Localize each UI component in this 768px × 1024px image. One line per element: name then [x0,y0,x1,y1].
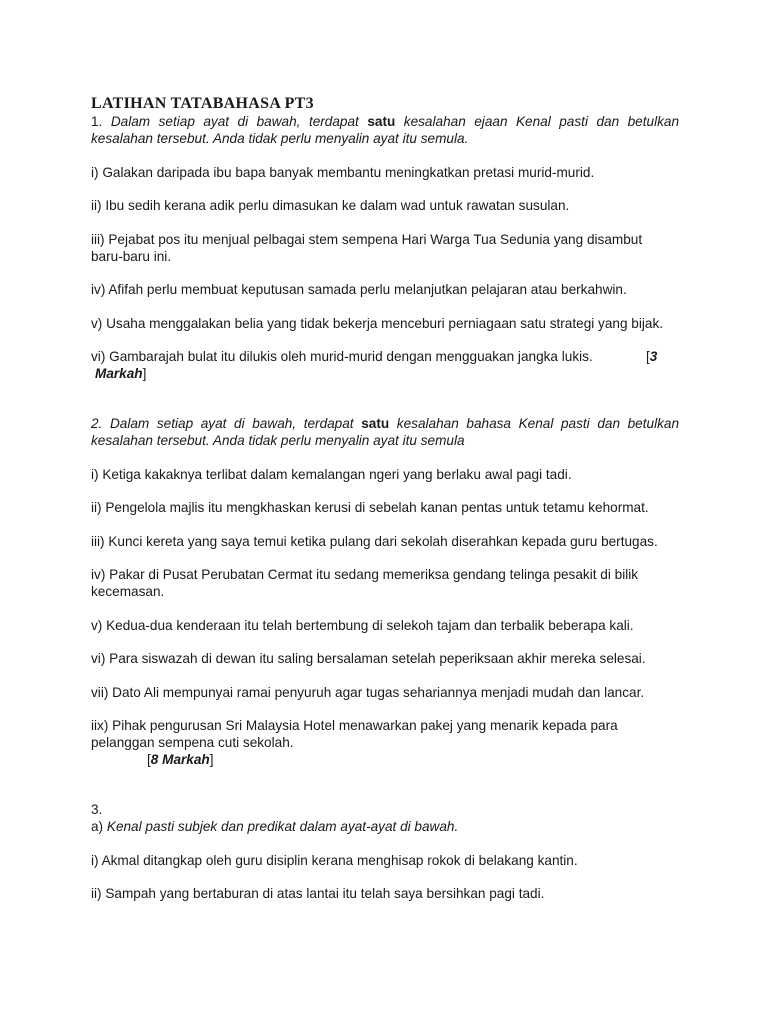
q2-item-8: iix) Pihak pengurusan Sri Malaysia Hotel menawarkan pakej yang menarik kepada para [91,718,618,733]
q2-instruction-line1 [91,415,679,432]
q2-item-6: vi) Para siswazah di dewan itu saling bersalaman setelah peperiksaan akhir mereka selesai. [91,651,646,666]
q2-item-1: i) Ketiga kakaknya terlibat dalam kemalangan ngeri yang berlaku awal pagi tadi. [91,467,572,482]
q3-part-a-text: Kenal pasti subjek dan predikat dalam ayat-ayat di bawah. [106,819,459,834]
q2-item-4: iv) Pakar di Pusat Perubatan Cermat itu sedang memeriksa gendang telinga pesakit di bilik [91,567,639,582]
q2-marks: [8 Markah] [147,752,214,767]
q1-item-3-cont: baru-baru ini. [91,249,172,264]
q1-marks-number: 3 [649,349,658,364]
q2-instruction-line2: kesalahan tersebut. Anda tidak perlu menyalin ayat itu semula [91,433,465,448]
q1-item-3: iii) Pejabat pos itu menjual pelbagai stem sempena Hari Warga Tua Sedunia yang disambut [91,232,643,247]
q3-part-a [91,818,679,835]
q1-marks-open: [3 [646,349,658,364]
q1-instruction-bold: satu [367,114,396,129]
q1-item-6: vi) Gambarajah bulat itu dilukis oleh murid-murid dengan mengguakan jangka lukis. [91,349,593,364]
q1-instruction-line2: kesalahan tersebut. Anda tidak perlu menyalin ayat itu semula. [91,131,469,146]
q1-item-5: v) Usaha menggalakan belia yang tidak bekerja menceburi perniagaan satu strategi yang bijak. [91,316,664,331]
q2-item-8-cont: pelanggan sempena cuti sekolah. [91,735,294,750]
q1-instruction-part-b: kesalahan ejaan Kenal pasti dan betulkan [403,114,680,129]
q1-number: 1. [91,114,103,129]
q2-instruction-part-a: 2. Dalam setiap ayat di bawah, terdapat [91,416,354,431]
q2-marks-label: 8 Markah [150,752,210,767]
q2-instruction-part-b: kesalahan bahasa Kenal pasti dan betulkan [396,416,680,431]
q2-item-4-cont: kecemasan. [91,584,165,599]
page-title: LATIHAN TATABAHASA PT3 [91,95,314,112]
q2-item-5: v) Kedua-dua kenderaan itu telah bertembung di selekoh tajam dan terbalik beberapa kali. [91,618,634,633]
q1-item-4: iv) Afifah perlu membuat keputusan samada perlu melanjutkan pelajaran atau berkahwin. [91,282,627,297]
q1-marks-word: Markah] [95,366,147,381]
q3-part-a-label: a) [91,819,104,834]
q1-instruction-part-a: Dalam setiap ayat di bawah, terdapat [110,114,359,129]
q2-instruction-bold: satu [361,416,390,431]
q2-item-2: ii) Pengelola majlis itu mengkhaskan kerusi di sebelah kanan pentas untuk tetamu kehormat. [91,500,649,515]
q3-item-1: i) Akmal ditangkap oleh guru disiplin kerana menghisap rokok di belakang kantin. [91,853,578,868]
q1-item-1: i) Galakan daripada ibu bapa banyak membantu meningkatkan pretasi murid-murid. [91,165,595,180]
q2-item-7: vii) Dato Ali mempunyai ramai penyuruh agar tugas sehariannya menjadi mudah dan lancar. [91,685,645,700]
q1-instruction-line1 [91,113,679,130]
q1-item-2: ii) Ibu sedih kerana adik perlu dimasukan ke dalam wad untuk rawatan susulan. [91,198,570,213]
q3-number: 3. [91,802,103,817]
q3-item-2: ii) Sampah yang bertaburan di atas lantai itu telah saya bersihkan pagi tadi. [91,886,545,901]
q2-item-3: iii) Kunci kereta yang saya temui ketika pulang dari sekolah diserahkan kepada guru bertugas. [91,534,658,549]
